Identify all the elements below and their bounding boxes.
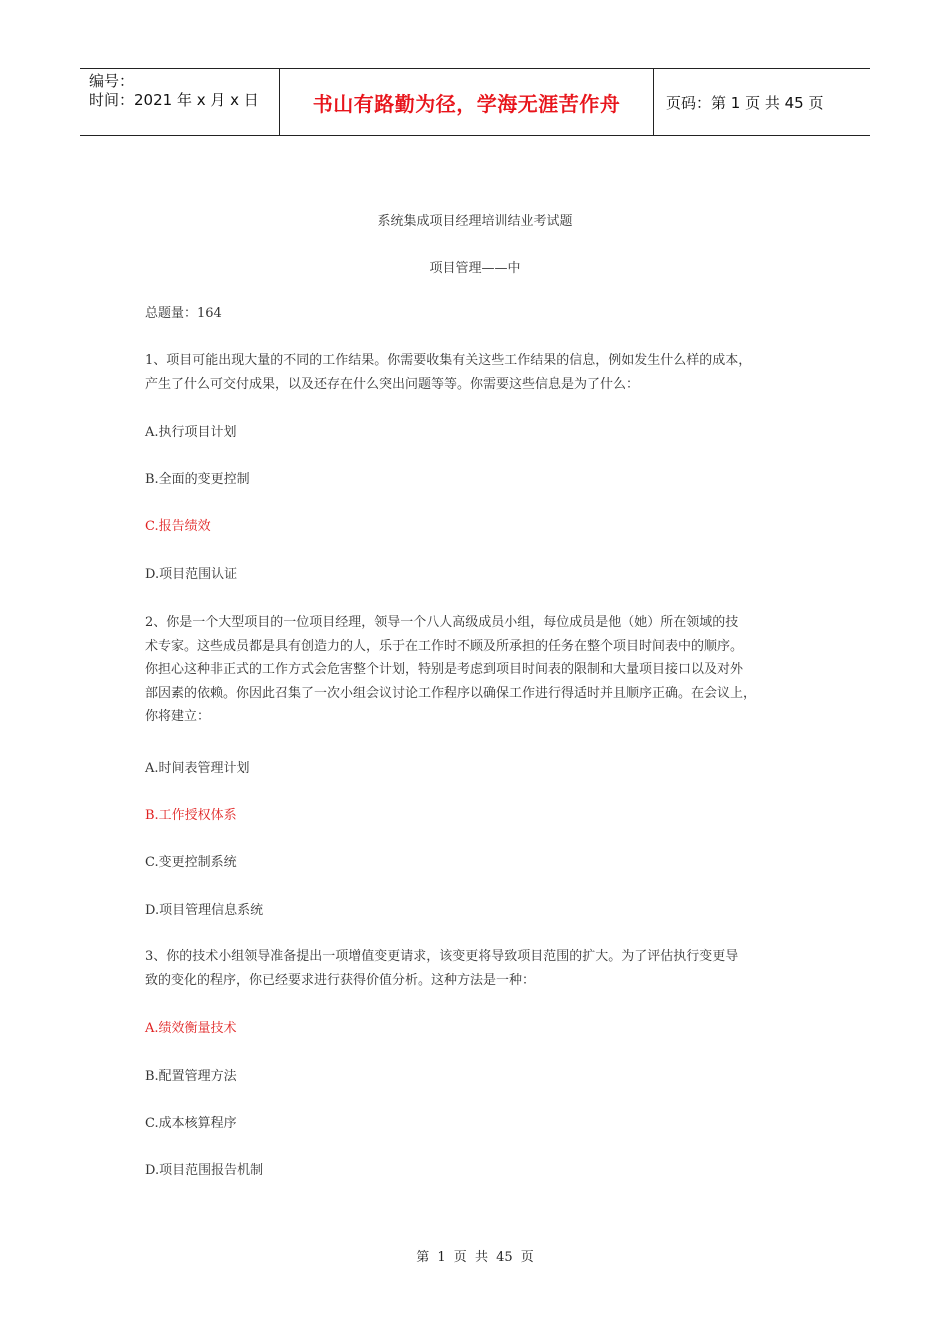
stem-line: 1、项目可能出现大量的不同的工作结果。你需要收集有关这些工作结果的信息，例如发生什么样的成本， <box>145 353 752 368</box>
question-2-stem <box>145 611 815 729</box>
footer-di: 第 <box>416 1250 430 1265</box>
question-3-option-a-answer: A.绩效衡量技术 <box>145 1021 237 1036</box>
stem-line: 2、你是一个大型项目的一位项目经理，领导一个八人高级成员小组，每位成员是他（她）所在领域的技 <box>145 615 739 630</box>
stem-line: 致的变化的程序，你已经要求进行获得价值分析。这种方法是一种： <box>145 972 536 988</box>
question-1-option-a: A.执行项目计划 <box>145 425 237 440</box>
footer-ye: 页 <box>453 1250 467 1265</box>
document-header <box>80 68 870 136</box>
question-2-option-c: C.变更控制系统 <box>145 855 237 870</box>
footer-gong: 共 <box>474 1250 488 1265</box>
stem-line: 产生了什么可交付成果，以及还存在什么突出问题等等。你需要这些信息是为了什么： <box>145 376 640 392</box>
stem-line: 部因素的依赖。你因此召集了一次小组会议讨论工作程序以确保工作进行得适时并且顺序正确。在会议上， <box>145 685 757 701</box>
stem-line: 你担心这种非正式的工作方式会危害整个计划，特别是考虑到项目时间表的限制和大量项目接口以及对外 <box>145 662 744 677</box>
number-label: 编号： <box>89 72 135 90</box>
question-3-option-b: B.配置管理方法 <box>145 1069 237 1084</box>
document-title: 系统集成项目经理培训结业考试题 <box>377 214 573 229</box>
question-1-option-c-answer: C.报告绩效 <box>145 519 211 534</box>
footer-page-number: 1 <box>437 1250 446 1265</box>
question-2-option-b-answer: B.工作授权体系 <box>145 808 237 823</box>
question-2-option-a: A.时间表管理计划 <box>145 761 250 776</box>
question-3-option-d: D.项目范围报告机制 <box>145 1163 264 1178</box>
question-1-option-d: D.项目范围认证 <box>145 567 238 582</box>
stem-line: 术专家。这些成员都是具有创造力的人，乐于在工作时不顾及所承担的任务在整个项目时间表中的顺序。 <box>145 638 744 654</box>
question-1-option-b: B.全面的变更控制 <box>145 472 250 487</box>
page-footer <box>0 1246 950 1265</box>
header-motto: 书山有路勤为径，学海无涯苦作舟 <box>280 69 654 135</box>
document-subtitle: 项目管理——中 <box>429 261 521 276</box>
footer-ye2: 页 <box>520 1250 534 1265</box>
header-meta-cell <box>80 69 280 135</box>
time-label: 时间：2021 年 x 月 x 日 <box>89 91 259 109</box>
question-1-stem <box>145 349 815 396</box>
stem-line: 你将建立： <box>145 709 211 724</box>
total-questions: 总题量：164 <box>145 306 222 321</box>
stem-line: 3、你的技术小组领导准备提出一项增值变更请求，该变更将导致项目范围的扩大。为了评估执行变更导 <box>145 949 739 964</box>
header-page-info: 页码：第 1 页 共 45 页 <box>666 93 824 112</box>
question-3-stem <box>145 945 815 992</box>
question-2-option-d: D.项目管理信息系统 <box>145 903 264 918</box>
question-3-option-c: C.成本核算程序 <box>145 1116 237 1131</box>
footer-total-pages: 45 <box>496 1250 513 1265</box>
